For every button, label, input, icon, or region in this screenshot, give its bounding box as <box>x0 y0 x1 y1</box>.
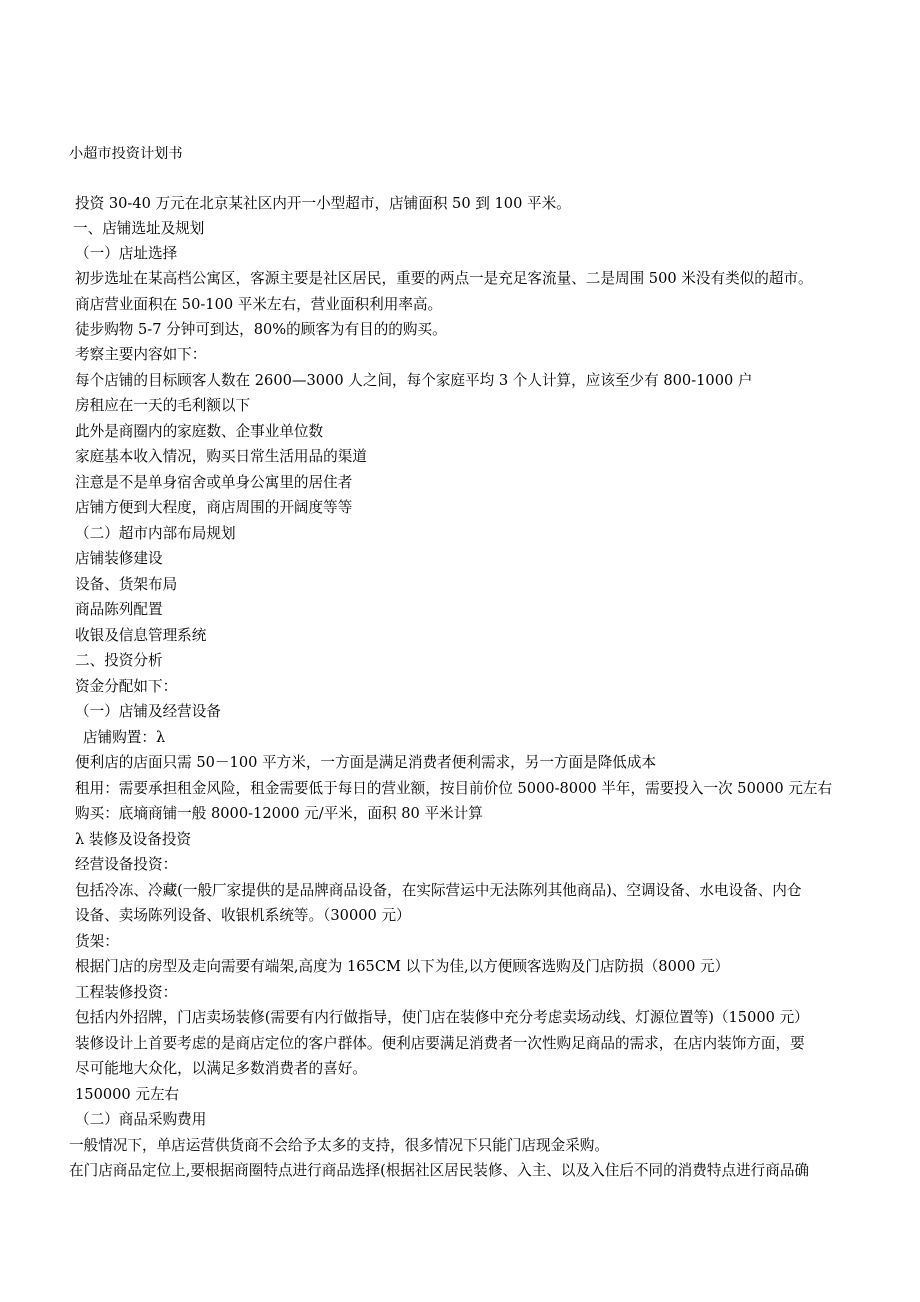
paragraph-line: 家庭基本收入情况，购买日常生活用品的渠道 <box>75 448 367 465</box>
paragraph-line: 注意是不是单身宿舍或单身公寓里的居住者 <box>75 474 353 491</box>
paragraph-line: 店铺装修建设 <box>75 550 163 567</box>
paragraph-line: 初步选址在某高档公寓区，客源主要是社区居民，重要的两点一是充足客流量、二是周围 500 米没有类似的超市。 <box>75 270 813 287</box>
paragraph-line: 店铺购置：λ <box>83 729 166 746</box>
subsection-heading: （二）超市内部布局规划 <box>75 525 236 542</box>
paragraph-line: 设备、卖场陈列设备、收银机系统等。（30000 元） <box>75 907 411 924</box>
paragraph-line: 装修设计上首要考虑的是商店定位的客户群体。便利店要满足消费者一次性购足商品的需求，在店内装饰方面，要 <box>75 1035 805 1052</box>
subsection-heading: （二）商品采购费用 <box>75 1111 207 1128</box>
paragraph-line: 考察主要内容如下： <box>75 346 207 363</box>
subsection-heading: （一）店址选择 <box>75 245 178 262</box>
section-heading: 一、店铺选址及规划 <box>73 220 205 237</box>
paragraph-line: 租用：需要承担租金风险，租金需要低于每日的营业额，按目前价位 5000-8000 半年，需要投入一次 50000 元左右 <box>75 780 833 797</box>
paragraph-line: 150000 元左右 <box>75 1086 180 1103</box>
paragraph-line: 房租应在一天的毛利额以下 <box>75 397 251 414</box>
paragraph-line: 包括内外招牌，门店卖场装修(需要有内行做指导，使门店在装修中充分考虑卖场动线、灯源位置等)（15000 元） <box>75 1009 809 1026</box>
paragraph-line: 商店营业面积在 50-100 平米左右，营业面积利用率高。 <box>75 296 443 313</box>
subsection-heading: （一）店铺及经营设备 <box>75 703 221 720</box>
paragraph-line: 货架： <box>75 933 119 950</box>
paragraph-line: 设备、货架布局 <box>75 576 178 593</box>
paragraph-line: 尽可能地大众化，以满足多数消费者的喜好。 <box>75 1060 367 1077</box>
paragraph-line: λ 装修及设备投资 <box>75 831 192 848</box>
paragraph-line: 经营设备投资： <box>75 856 178 873</box>
paragraph-line: 工程装修投资： <box>75 984 178 1001</box>
paragraph-line: 投资 30-40 万元在北京某社区内开一小型超市，店铺面积 50 到 100 平米。 <box>75 195 571 212</box>
paragraph-line: 徒步购物 5-7 分钟可到达，80%的顾客为有目的的购买。 <box>75 321 447 338</box>
paragraph-line: 包括冷冻、冷藏(一般厂家提供的是品牌商品设备，在实际营运中无法陈列其他商品)、空调设备、水电设备、内仓 <box>75 882 802 899</box>
paragraph-line: 店铺方便到大程度，商店周围的开阔度等等 <box>75 499 353 516</box>
document-title: 小超市投资计划书 <box>69 146 183 162</box>
paragraph-line: 便利店的店面只需 50－100 平方米，一方面是满足消费者便利需求，另一方面是降低成本 <box>75 754 657 771</box>
paragraph-line: 每个店铺的目标顾客人数在 2600—3000 人之间，每个家庭平均 3 个人计算，应该至少有 800-1000 户 <box>75 372 753 389</box>
paragraph-line: 在门店商品定位上,要根据商圈特点进行商品选择(根据社区居民装修、入主、以及入住后不同的消费特点进行商品确 <box>69 1162 810 1179</box>
paragraph-line: 一般情况下，单店运营供货商不会给予太多的支持，很多情况下只能门店现金采购。 <box>69 1137 609 1154</box>
paragraph-line: 商品陈列配置 <box>75 601 163 618</box>
paragraph-line: 此外是商圈内的家庭数、企事业单位数 <box>75 423 324 440</box>
section-heading: 二、投资分析 <box>75 652 163 669</box>
paragraph-line: 资金分配如下： <box>75 678 178 695</box>
paragraph-line: 根据门店的房型及走向需要有端架,高度为 165CM 以下为佳,以方便顾客选购及门店防损（8000 元） <box>75 958 730 975</box>
paragraph-line: 收银及信息管理系统 <box>75 627 207 644</box>
paragraph-line: 购买：底墒商铺一般 8000-12000 元/平米，面积 80 平米计算 <box>75 805 483 822</box>
